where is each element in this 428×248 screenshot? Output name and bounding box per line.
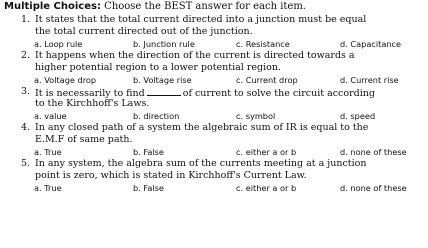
answer-blank [147, 86, 181, 96]
choice-4c[interactable]: c. either a or b [236, 147, 297, 157]
heading-label: Multiple Choices: [4, 1, 101, 12]
question-1-choices [4, 38, 426, 50]
question-4-line-1 [4, 122, 426, 134]
question-3-choices [4, 110, 426, 122]
question-4-line-2 [4, 134, 426, 146]
question-2-number: 2. [21, 50, 31, 61]
question-1-text-line-2: the total current directed out of the junction. [35, 26, 253, 37]
choice-1b[interactable]: b. Junction rule [133, 39, 195, 49]
choice-5d[interactable]: d. none of these [340, 183, 407, 193]
question-5-line-1 [4, 158, 426, 170]
choice-3a[interactable]: a. value [34, 111, 67, 121]
question-1-number: 1. [21, 14, 31, 25]
quiz-section [4, 0, 426, 194]
question-1-text-line-1: It states that the total current directed into a junction must be equal [35, 14, 367, 25]
question-4-text-line-1: In any closed path of a system the algebraic sum of IR is equal to the [35, 122, 369, 133]
choice-1a[interactable]: a. Loop rule [34, 39, 83, 49]
section-heading [4, 0, 426, 14]
choice-1d[interactable]: d. Capacitance [340, 39, 402, 49]
choice-3d[interactable]: d. speed [340, 111, 376, 121]
choice-3b[interactable]: b. direction [133, 111, 180, 121]
choice-5c[interactable]: c. either a or b [236, 183, 297, 193]
question-2-line-2 [4, 62, 426, 74]
question-2-text-line-2: higher potential region to a lower potential region. [35, 62, 282, 73]
question-3 [4, 86, 426, 122]
question-5-text-line-1: In any system, the algebra sum of the currents meeting at a junction [35, 158, 367, 169]
question-1 [4, 14, 426, 50]
question-3-number: 3. [21, 86, 31, 97]
question-4 [4, 122, 426, 158]
choice-2d[interactable]: d. Current rise [340, 75, 399, 85]
choice-4d[interactable]: d. none of these [340, 147, 407, 157]
choice-5a[interactable]: a. True [34, 183, 62, 193]
question-3-line-2 [4, 98, 426, 110]
choice-5b[interactable]: b. False [133, 183, 164, 193]
question-3-text-before-blank: It is necessarily to find [35, 88, 145, 99]
question-1-line-2 [4, 26, 426, 38]
question-2-choices [4, 74, 426, 86]
question-3-text-line-2: to the Kirchhoff's Laws. [35, 98, 150, 109]
question-5 [4, 158, 426, 194]
question-2-text-line-1: It happens when the direction of the current is directed towards a [35, 50, 355, 61]
choice-3c[interactable]: c. symbol [236, 111, 276, 121]
question-4-choices [4, 146, 426, 158]
question-3-line-1 [4, 86, 426, 98]
choice-4a[interactable]: a. True [34, 147, 62, 157]
choice-1c[interactable]: c. Resistance [236, 39, 290, 49]
question-1-line-1 [4, 14, 426, 26]
heading-instruction: Choose the BEST answer for each item. [104, 1, 306, 12]
question-2-line-1 [4, 50, 426, 62]
choice-4b[interactable]: b. False [133, 147, 164, 157]
question-4-number: 4. [21, 122, 31, 133]
question-5-line-2 [4, 170, 426, 182]
question-5-choices [4, 182, 426, 194]
question-5-text-line-2: point is zero, which is stated in Kirchhoff's Current Law. [35, 170, 307, 181]
question-2 [4, 50, 426, 86]
choice-2a[interactable]: a. Voltage drop [34, 75, 97, 85]
question-4-text-line-2: E.M.F of same path. [35, 134, 133, 145]
choice-2c[interactable]: c. Current drop [236, 75, 298, 85]
question-5-number: 5. [21, 158, 31, 169]
question-3-text-after-blank: of current to solve the circuit according [182, 88, 375, 99]
choice-2b[interactable]: b. Voltage rise [133, 75, 192, 85]
